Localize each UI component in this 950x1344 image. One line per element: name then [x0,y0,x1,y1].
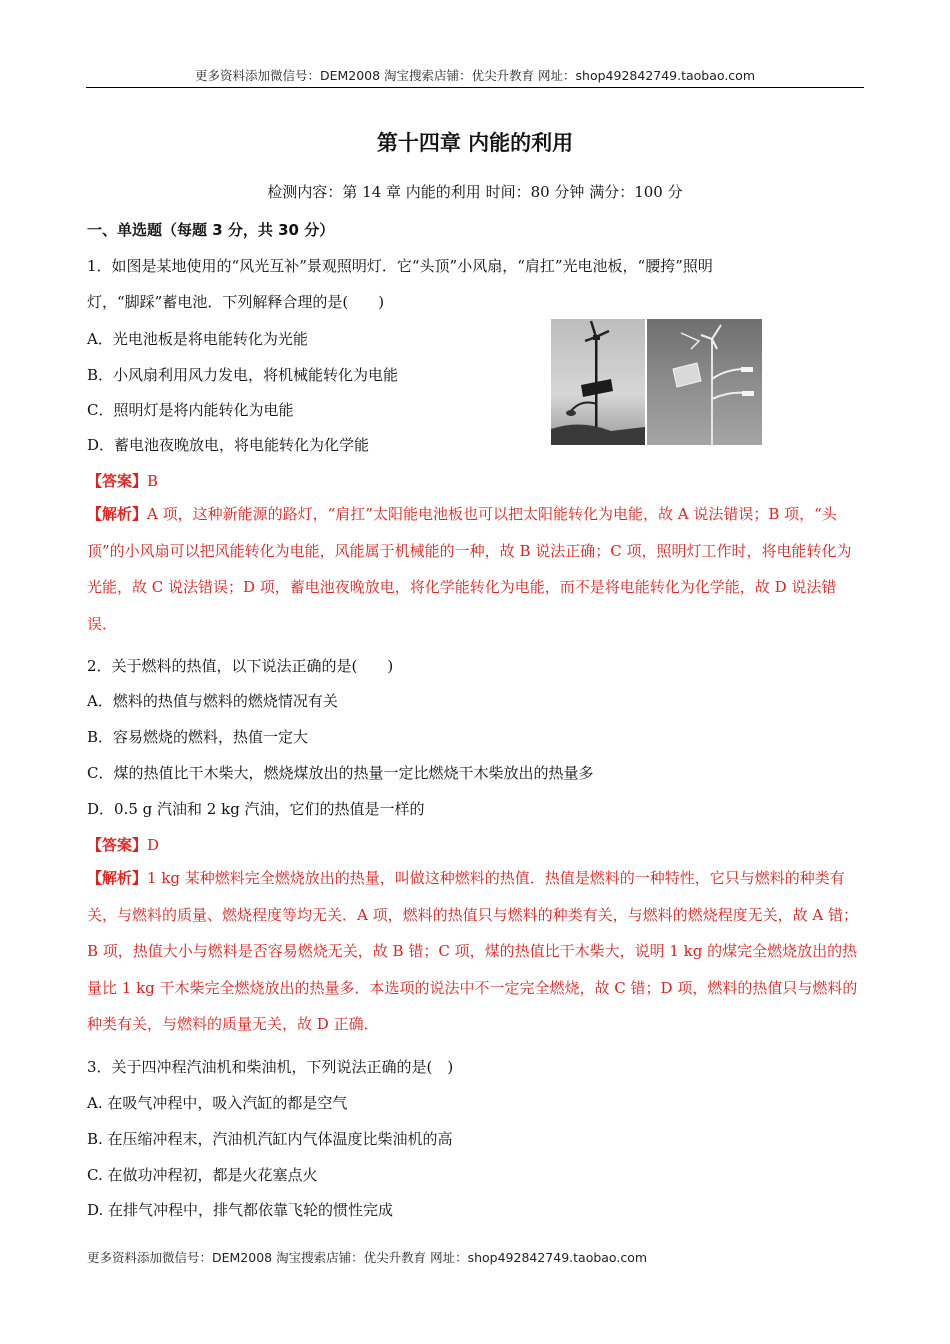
page-footer: 更多资料添加微信号：DEM2008 淘宝搜索店铺：优尖升教育 网址：shop492842749.taobao.com [87,1250,648,1265]
q3-option-d: D. 在排气冲程中，排气都依靠飞轮的惯性完成 [87,1201,394,1219]
q2-option-b: B．容易燃烧的燃料，热值一定大 [87,728,309,746]
q1-stem-line2: 灯，“脚踩”蓄电池．下列解释合理的是( ) [87,293,385,311]
q1-option-b: B．小风扇利用风力发电，将机械能转化为电能 [87,366,399,384]
q1-option-a: A．光电池板是将电能转化为光能 [87,330,308,348]
page-header: 更多资料添加微信号：DEM2008 淘宝搜索店铺：优尖升教育 网址：shop492842749.taobao.com [194,68,756,83]
q2-stem: 2．关于燃料的热值，以下说法正确的是( ) [87,657,394,675]
q1-option-d: D．蓄电池夜晚放电，将电能转化为化学能 [87,436,370,454]
q3-stem: 3．关于四冲程汽油机和柴油机，下列说法正确的是( ) [87,1058,454,1076]
q1-option-c: C．照明灯是将内能转化为电能 [87,401,294,419]
q2-option-d: D．0.5 g 汽油和 2 kg 汽油，它们的热值是一样的 [87,800,425,818]
q1-analysis: 【解析】A 项，这种新能源的路灯，“肩扛”太阳能电池板也可以把太阳能转化为电能，故 A 说法错误；B 项，“头顶”的小风扇可以把风能转化为电能，风能属于机械能的一种，故 B 说法正确；C 项，照明灯工作时，将电能转化为光能，故 C 说法错误；D 项，蓄电池夜晚放电，将化学能转化为电能，而不是将电能转化为化学能，故 D 说法错误． [87,505,852,633]
wind-solar-streetlight-photo [551,319,762,445]
q1-stem-line1: 1．如图是某地使用的“风光互补”景观照明灯．它“头顶”小风扇，“肩扛”光电池板，“腰挎”照明 [87,257,713,275]
q3-option-a: A. 在吸气冲程中，吸入汽缸的都是空气 [87,1094,348,1112]
q2-option-a: A．燃料的热值与燃料的燃烧情况有关 [87,692,338,710]
exam-meta: 检测内容：第 14 章 内能的利用 时间：80 分钟 满分：100 分 [267,183,683,201]
header-divider [86,87,864,88]
q2-analysis: 【解析】1 kg 某种燃料完全燃烧放出的热量，叫做这种燃料的热值．热值是燃料的一种特性，它只与燃料的种类有关，与燃料的质量、燃烧程度等均无关．A 项，燃料的热值只与燃料的种类有关，与燃料的燃烧程度无关，故 A 错；B 项，热值大小与燃料是否容易燃烧无关，故 B 错；C 项，煤的热值比干木柴大，说明 1 kg 的煤完全燃烧放出的热量比 1 kg 干木柴完全燃烧放出的热量多．本选项的说法中不一定完全燃烧，故 C 错；D 项，燃料的热值只与燃料的种类有关，与燃料的质量无关，故 D 正确． [87,869,858,1033]
section-heading: 一、单选题（每题 3 分，共 30 分） [87,221,335,239]
q3-option-c: C. 在做功冲程初，都是火花塞点火 [87,1166,318,1184]
page-title: 第十四章 内能的利用 [376,131,574,155]
q2-option-c: C．煤的热值比干木柴大，燃烧煤放出的热量一定比燃烧干木柴放出的热量多 [87,764,594,782]
q3-option-b: B. 在压缩冲程末，汽油机汽缸内气体温度比柴油机的高 [87,1130,453,1148]
q2-answer: 【答案】D [87,836,160,854]
q1-answer: 【答案】B [87,472,159,490]
